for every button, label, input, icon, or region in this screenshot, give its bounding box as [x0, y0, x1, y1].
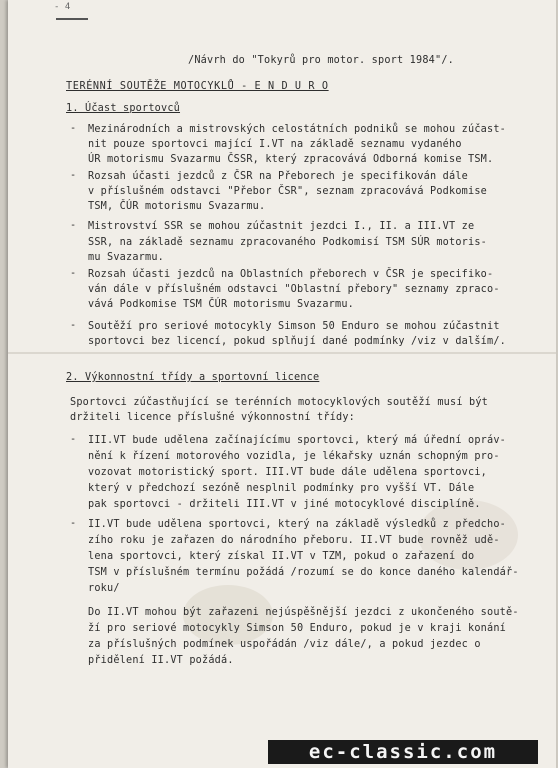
s1-item2-line1: Rozsah účasti jezdců z ČSR na Přeborech je specifikován dále	[88, 171, 469, 182]
s2-item2-line3: lena sportovci, který získal II.VT v TZM, pokud o zařazení do	[88, 551, 475, 562]
s1-item1-line1: Mezinárodních a mistrovských celostátních podniků se mohou zúčast-	[88, 124, 507, 135]
s2-item1-line3: vozovat motoristický sport. III.VT bude dále udělena sportovci,	[88, 467, 488, 478]
bullet-dash: -	[70, 434, 77, 445]
document-page	[8, 0, 556, 768]
bullet-dash: -	[70, 268, 77, 279]
s1-item3-line3: mu Svazarmu.	[88, 252, 165, 263]
s2-intro-line1: Sportovci zúčastňující se terénních motocyklových soutěží musí být	[70, 397, 489, 408]
bullet-dash: -	[70, 220, 77, 231]
s1-item4-line2: ván dále v příslušném odstavci "Oblastní přebory" seznamy zpraco-	[88, 284, 500, 295]
s2-intro-line2: držiteli licence příslušné výkonnostní třídy:	[70, 412, 356, 423]
s1-item2-line3: TSM, ČÚR motorismu Svazarmu.	[88, 201, 266, 212]
s1-item2-line2: v příslušném odstavci "Přebor ČSR", seznam zpracovává Podkomise	[88, 186, 488, 197]
bullet-dash: -	[70, 123, 77, 134]
s1-item5-line1: Soutěží pro seriové motocykly Simson 50 Enduro se mohou zúčastnit	[88, 321, 500, 332]
s2-item2-line5: roku/	[88, 583, 120, 594]
s1-item1-line2: nit pouze sportovci mající I.VT na základě seznamu vydaného	[88, 139, 462, 150]
s1-item4-line3: vává Podkomise TSM ČÚR motorismu Svazarmu.	[88, 299, 355, 310]
s1-item3-line2: SSR, na základě seznamu zpracovaného Podkomisí TSM SÚR motoris-	[88, 237, 488, 248]
s2-item2-line2: zího roku je zařazen do národního přeboru. II.VT bude rovněž udě-	[88, 535, 500, 546]
s1-item4-line1: Rozsah účasti jezdců na Oblastních přeborech v ČSR je specifiko-	[88, 269, 494, 280]
bullet-dash: -	[70, 320, 77, 331]
bullet-dash: -	[70, 518, 77, 529]
s2-item1-line2: nění k řízení motorového vozidla, je lékařsky uznán schopným pro-	[88, 451, 500, 462]
s2-item2-line1: II.VT bude udělena sportovci, který na základě výsledků z předcho-	[88, 519, 507, 530]
s1-item5-line2: sportovci bez licencí, pokud splňují dané podmínky /viz v dalším/.	[88, 336, 507, 347]
s2-para-line3: za příslušných podmínek uspořádán /viz dále/, a pokud jezdec o	[88, 639, 481, 650]
s1-item3-line1: Mistrovství SSR se mohou zúčastnit jezdci I., II. a III.VT ze	[88, 221, 475, 232]
bullet-dash: -	[70, 170, 77, 181]
header-note: /Návrh do "Tokyrů pro motor. sport 1984"/.	[188, 55, 455, 66]
section2-heading: 2. Výkonnostní třídy a sportovní licence	[66, 372, 320, 383]
s2-item1-line5: pak sportovci - držiteli III.VT v jiné motocyklové disciplíně.	[88, 499, 481, 510]
corner-mark: - 4	[54, 2, 71, 12]
s2-para-line2: ží pro seriové motocykly Simson 50 Enduro, pokud je v kraji konání	[88, 623, 507, 634]
s2-item2-line4: TSM v příslušném termínu požádá /rozumí se do konce daného kalendář-	[88, 567, 519, 578]
margin-dash	[56, 18, 88, 20]
document-title: TERÉNNÍ SOUTĚŽE MOTOCYKLŮ - E N D U R O	[66, 81, 329, 92]
s1-item1-line3: ÚR motorismu Svazarmu ČSSR, který zpracovává Odborná komise TSM.	[88, 154, 494, 165]
paper-fold-line	[8, 352, 556, 354]
s2-para-line1: Do II.VT mohou být zařazeni nejúspěšnější jezdci z ukončeného soutě-	[88, 607, 519, 618]
section1-heading: 1. Účast sportovců	[66, 103, 181, 114]
s2-item1-line4: který v předchozí sezóně nesplnil podmínky pro vyšší VT. Dále	[88, 483, 475, 494]
site-watermark: ec-classic.com	[268, 740, 538, 764]
s2-para-line4: přidělení II.VT požádá.	[88, 655, 234, 666]
s2-item1-line1: III.VT bude udělena začínajícímu sportovci, který má úřední opráv-	[88, 435, 507, 446]
